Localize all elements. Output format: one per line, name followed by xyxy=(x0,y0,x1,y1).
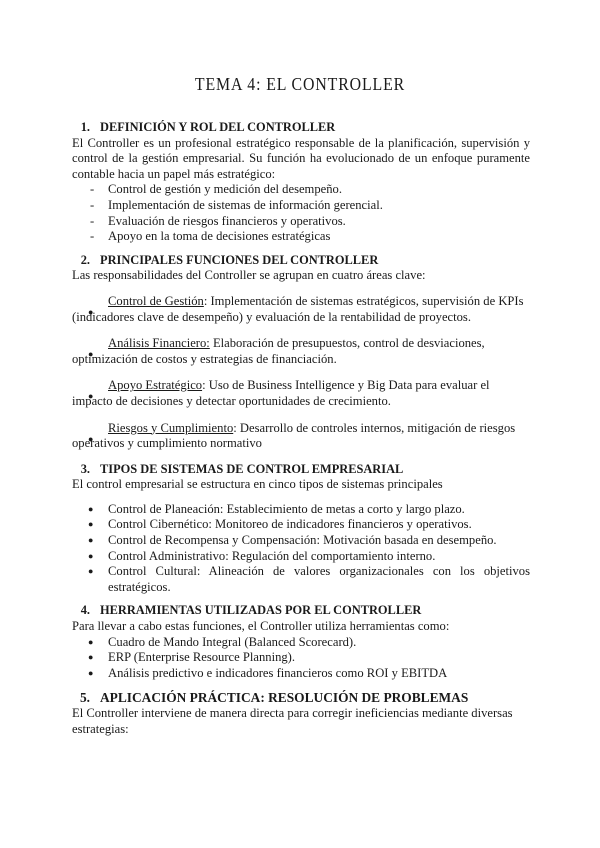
section-3-intro: El control empresarial se estructura en cinco tipos de sistemas principales xyxy=(72,477,443,492)
section-1-intro: El Controller es un profesional estratégico responsable de la planificación, supervisión y control de la gestión empresarial. Su función ha evolucionado de un enfoque puramente contable hacia un papel más estratégico: xyxy=(72,135,530,181)
section-5-title: APLICACIÓN PRÁCTICA: RESOLUCIÓN DE PROBLEMAS xyxy=(100,690,469,706)
list-item: ● Control Administrativo: Regulación del comportamiento interno. xyxy=(72,549,530,565)
section-1-list xyxy=(72,182,530,244)
list-item: ● ERP (Enterprise Resource Planning). xyxy=(72,650,530,666)
function-item xyxy=(72,421,530,452)
section-3-heading xyxy=(72,462,530,478)
function-separator: : xyxy=(202,378,206,393)
list-item: - Control de gestión y medición del desempeño. xyxy=(72,182,530,198)
list-item: ● Control Cibernético: Monitoreo de indicadores financieros y operativos. xyxy=(72,517,530,533)
function-separator: : xyxy=(203,293,208,308)
document-body xyxy=(72,120,530,737)
function-text: Uso de Business Intelligence y Big Data para evaluar el impacto de decisiones y detectar oportunidades de crecimiento. xyxy=(72,378,490,408)
list-item: ● Cuadro de Mando Integral (Balanced Scorecard). xyxy=(72,635,530,651)
list-item: ● Control de Recompensa y Compensación: Motivación basada en desempeño. xyxy=(72,533,530,549)
section-5-heading xyxy=(72,690,530,706)
section-2-number: 2. xyxy=(80,252,90,267)
section-3-title: TIPOS DE SISTEMAS DE CONTROL EMPRESARIAL xyxy=(100,461,404,476)
function-term: Riesgos y Cumplimiento xyxy=(108,420,234,435)
section-5-intro: El Controller interviene de manera directa para corregir ineficiencias mediante diversas estrategias: xyxy=(72,706,513,736)
section-4-intro: Para llevar a cabo estas funciones, el Controller utiliza herramientas como: xyxy=(72,619,450,634)
page-title: TEMA 4: EL CONTROLLER xyxy=(194,74,406,94)
section-4-title: HERRAMIENTAS UTILIZADAS POR EL CONTROLLER xyxy=(100,603,422,618)
section-3-list xyxy=(72,502,530,596)
list-item: ● Análisis predictivo e indicadores financieros como ROI y EBITDA xyxy=(72,666,530,682)
section-3-number: 3. xyxy=(80,461,90,476)
section-4-number: 4. xyxy=(80,603,90,618)
list-item: ● Control Cultural: Alineación de valores organizacionales con los objetivos estratégicos. xyxy=(72,564,530,595)
section-4-heading xyxy=(72,603,530,619)
section-2-intro: Las responsabilidades del Controller se agrupan en cuatro áreas clave: xyxy=(72,268,426,283)
section-1-title: DEFINICIÓN Y ROL DEL CONTROLLER xyxy=(100,120,336,134)
list-item: - Apoyo en la toma de decisiones estratégicas xyxy=(72,229,530,245)
function-term: Apoyo Estratégico xyxy=(108,378,203,393)
function-item xyxy=(72,294,530,325)
section-4-list xyxy=(72,635,530,682)
section-2-heading xyxy=(72,253,530,269)
function-item xyxy=(72,378,530,409)
list-item: - Evaluación de riesgos financieros y operativos. xyxy=(72,214,530,230)
list-item: - Implementación de sistemas de información gerencial. xyxy=(72,198,530,214)
section-1-heading xyxy=(72,120,530,136)
list-item: ● Control de Planeación: Establecimiento de metas a corto y largo plazo. xyxy=(72,502,530,518)
function-term: Análisis Financiero: xyxy=(108,336,210,351)
section-5-number: 5. xyxy=(79,690,90,706)
function-text: Elaboración de presupuestos, control de desviaciones, optimización de costos y estrategias de financiación. xyxy=(72,336,485,366)
section-2-title: PRINCIPALES FUNCIONES DEL CONTROLLER xyxy=(100,252,379,267)
function-text: Desarrollo de controles internos, mitigación de riesgos operativos y cumplimiento normativo xyxy=(72,420,516,451)
function-text: Implementación de sistemas estratégicos, supervisión de KPIs (indicadores clave de desempeño) y evaluación de la rentabilidad de proyectos. xyxy=(72,293,524,324)
function-separator: : xyxy=(233,420,237,435)
function-item xyxy=(72,336,530,367)
function-term: Control de Gestión xyxy=(108,293,204,308)
section-1-number: 1. xyxy=(80,120,90,134)
